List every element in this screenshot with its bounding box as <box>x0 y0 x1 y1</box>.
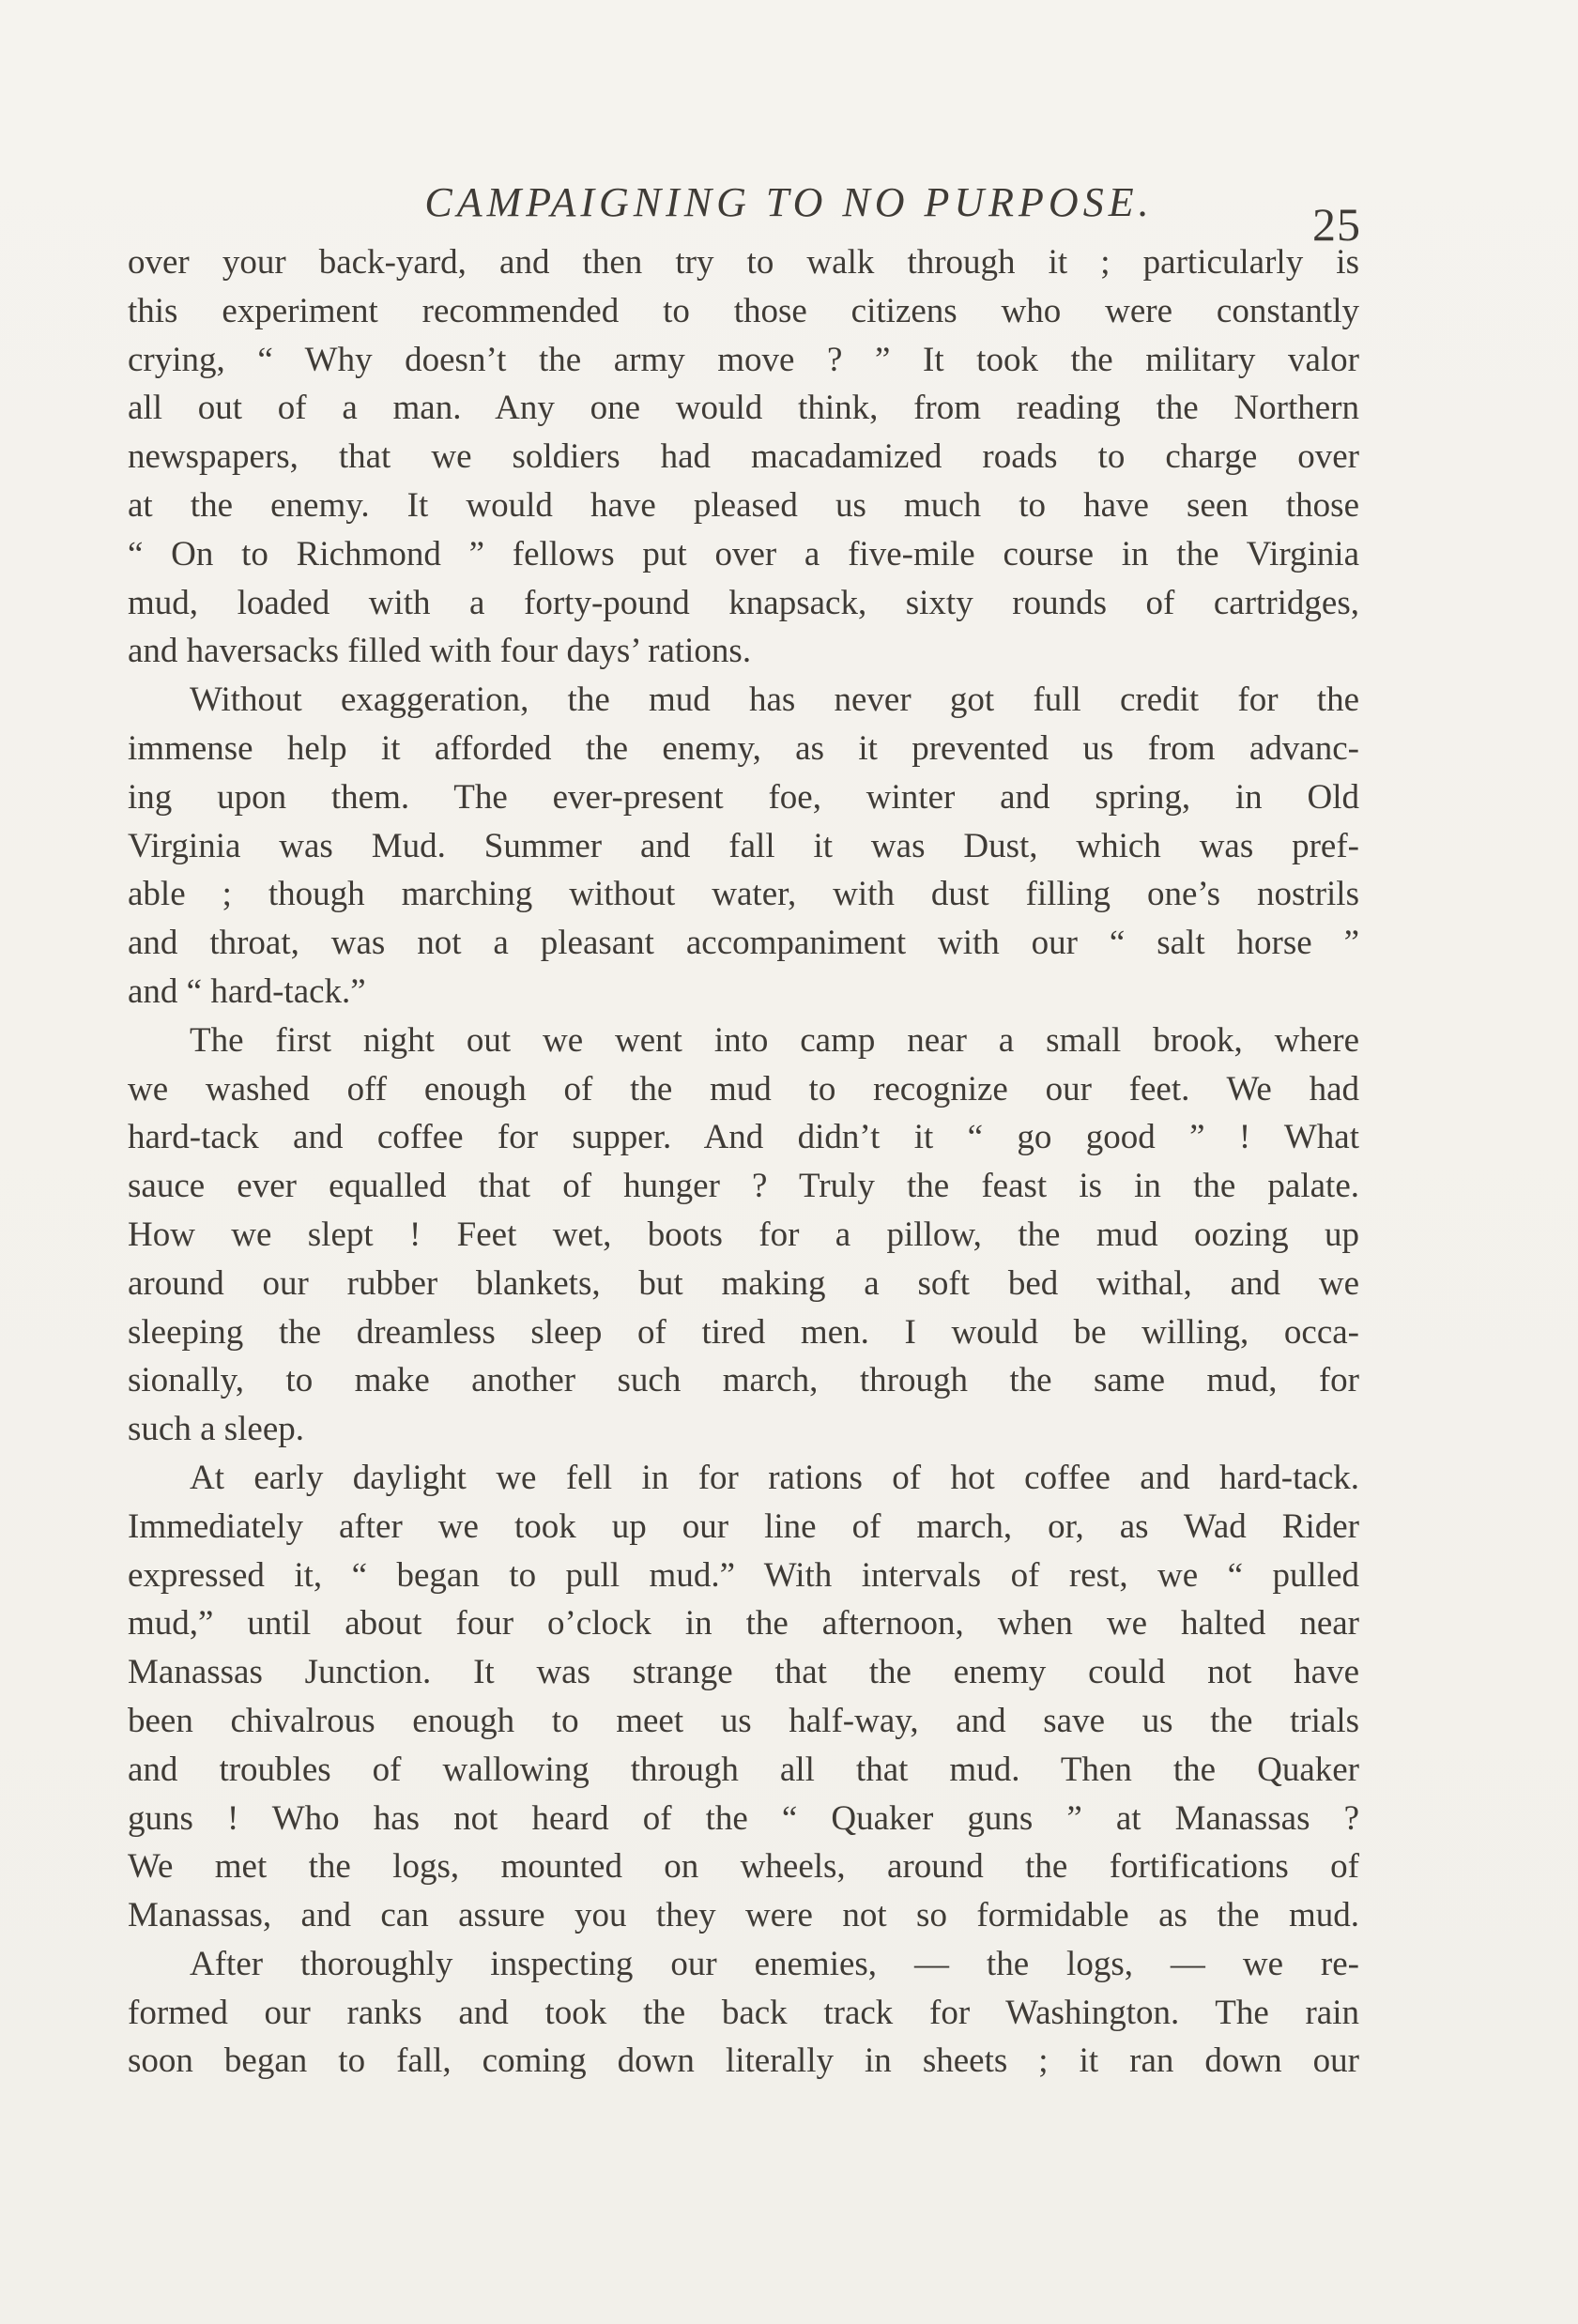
text-line: Immediately after we took up our line of march, or, as Wad Rider <box>128 1506 1359 1546</box>
text-line: guns ! Who has not heard of the “ Quaker guns ” at Manassas ? <box>128 1798 1359 1838</box>
text-line: this experiment recommended to those citizens who were constantly <box>128 291 1359 330</box>
text-line: and throat, was not a pleasant accompaniment with our “ salt horse ” <box>128 924 1359 963</box>
page-number: 25 <box>1312 198 1361 251</box>
text-line: able ; though marching without water, with dust filling one’s nostrils <box>128 875 1359 914</box>
text-line: crying, “ Why doesn’t the army move ? ” It took the military valor <box>128 340 1359 379</box>
text-line: How we slept ! Feet wet, boots for a pillow, the mud oozing up <box>128 1215 1359 1254</box>
text-line: Virginia was Mud. Summer and fall it was Dust, which was pref- <box>128 826 1359 865</box>
text-line: mud, loaded with a forty-pound knapsack, sixty rounds of cartridges, <box>128 583 1359 622</box>
text-line: sionally, to make another such march, through the same mud, for <box>128 1361 1359 1400</box>
text-line: expressed it, “ began to pull mud.” With intervals of rest, we “ pulled <box>128 1555 1359 1595</box>
text-line: sauce ever equalled that of hunger ? Truly the feast is in the palate. <box>128 1167 1359 1206</box>
text-line: soon began to fall, coming down literally in sheets ; it ran down our <box>128 2041 1359 2081</box>
text-line: mud,” until about four o’clock in the afternoon, when we halted near <box>128 1604 1359 1644</box>
text-line: Manassas, and can assure you they were not so formidable as the mud. <box>128 1896 1359 1935</box>
text-line: At early daylight we fell in for rations of hot coffee and hard-tack. <box>190 1458 1359 1497</box>
text-line: formed our ranks and took the back track for Washington. The rain <box>128 1993 1359 2032</box>
text-line: around our rubber blankets, but making a soft bed withal, and we <box>128 1263 1359 1303</box>
text-line: and “ hard-tack.” <box>128 971 366 1011</box>
text-line: The first night out we went into camp near a small brook, where <box>190 1020 1359 1060</box>
text-line: ing upon them. The ever-present foe, winter and spring, in Old <box>128 777 1359 817</box>
text-line: we washed off enough of the mud to recognize our feet. We had <box>128 1069 1359 1108</box>
running-head: CAMPAIGNING TO NO PURPOSE. <box>424 179 1154 225</box>
text-line: hard-tack and coffee for supper. And didn’t it “ go good ” ! What <box>128 1118 1359 1157</box>
text-line: all out of a man. Any one would think, from reading the Northern <box>128 389 1359 428</box>
text-line: sleeping the dreamless sleep of tired men. I would be willing, occa- <box>128 1312 1359 1352</box>
text-line: and haversacks filled with four days’ rations. <box>128 632 752 671</box>
text-line: Manassas Junction. It was strange that the enemy could not have <box>128 1653 1359 1692</box>
text-line: Without exaggeration, the mud has never got full credit for the <box>190 680 1359 720</box>
text-line: at the enemy. It would have pleased us much to have seen those <box>128 485 1359 525</box>
text-line: been chivalrous enough to meet us half-way, and save us the trials <box>128 1701 1359 1740</box>
text-line: such a sleep. <box>128 1410 305 1449</box>
text-line: and troubles of wallowing through all that mud. Then the Quaker <box>128 1750 1359 1789</box>
body-text <box>128 238 1359 2086</box>
text-line: newspapers, that we soldiers had macadamized roads to charge over <box>128 437 1359 477</box>
text-line: “ On to Richmond ” fellows put over a five-mile course in the Virginia <box>128 534 1359 573</box>
text-line: immense help it afforded the enemy, as it prevented us from advanc- <box>128 728 1359 768</box>
text-line: over your back-yard, and then try to walk through it ; particularly is <box>128 243 1359 282</box>
text-line: We met the logs, mounted on wheels, around the fortifications of <box>128 1847 1359 1887</box>
text-line: After thoroughly inspecting our enemies, — the logs, — we re- <box>190 1944 1359 1983</box>
